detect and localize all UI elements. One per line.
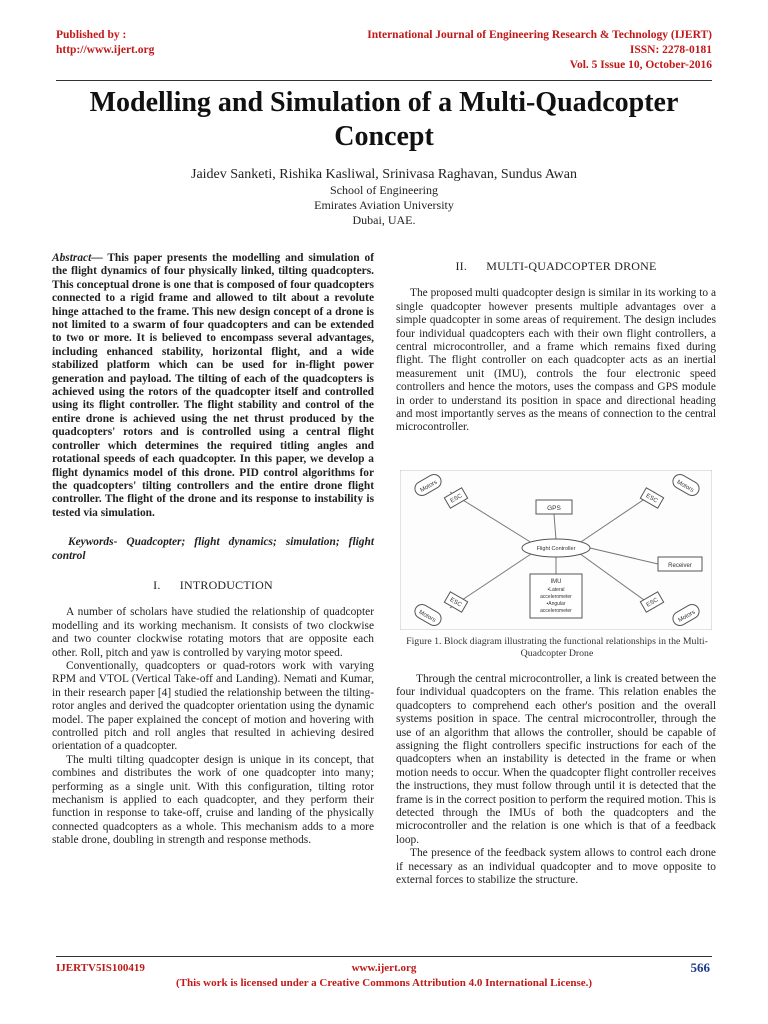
right-column xyxy=(396,260,716,435)
affiliation xyxy=(56,183,712,228)
esc-label: ESC xyxy=(645,597,660,609)
imu-line: accelerometer xyxy=(540,608,572,614)
flight-controller-node xyxy=(522,539,590,557)
abstract-dash: — xyxy=(91,252,108,264)
paragraph: Conventionally, quadcopters or quad-rotors work with varying RPM and VTOL (Vertical Take-off and Landing). Nemati and Kumar, in their research paper [4] studied the relationship between the tilting-rotor angles and derived the quadcopter orientation using the dynamic model. The paper explained the concept of motion and hovering with controlled pitch and roll angles that resulted in achieving desired orientation of a quadcopter. xyxy=(52,659,374,753)
journal-name: International Journal of Engineering Research & Technology (IJERT) xyxy=(367,29,712,41)
section-heading-multi-quadcopter: II. MULTI-QUADCOPTER DRONE xyxy=(455,259,657,273)
author-list: Jaidev Sanketi, Rishika Kasliwal, Srinivasa Raghavan, Sundus Awan xyxy=(191,167,577,182)
abstract-lead: Abstract xyxy=(52,252,92,264)
paper-id: IJERTV5IS100419 xyxy=(56,962,145,974)
publisher-block xyxy=(56,28,154,58)
journal-info-block xyxy=(367,28,712,73)
motors-label: Motors xyxy=(675,479,695,494)
volume-issue: Vol. 5 Issue 10, October-2016 xyxy=(569,59,712,71)
flight-controller-label: Flight Controller xyxy=(536,546,576,552)
left-column xyxy=(52,252,374,848)
footer-divider xyxy=(56,956,712,957)
gps-node xyxy=(536,500,572,514)
receiver-label: Receiver xyxy=(668,563,692,569)
imu-line: •Angular xyxy=(546,601,566,607)
publisher-website-link[interactable]: http://www.ijert.org xyxy=(56,44,155,56)
esc-label: ESC xyxy=(449,493,464,505)
motors-label: Motors xyxy=(417,609,437,624)
motors-label: Motors xyxy=(419,479,439,494)
imu-line: •Lateral xyxy=(547,587,565,593)
affiliation-line: Dubai, UAE. xyxy=(352,213,416,227)
affiliation-line: Emirates Aviation University xyxy=(314,198,454,212)
page-number: 566 xyxy=(690,960,710,975)
paragraph: A number of scholars have studied the relationship of quadcopter modelling and its working mechanism. It consists of two clockwise and two counter clockwise rotating motors that are opposite each other. Roll, pitch and yaw is controlled by varying motor speed. xyxy=(52,606,374,659)
header-divider xyxy=(56,80,712,81)
paragraph: The presence of the feedback system allows to control each drone if necessary as an individual quadcopter and to move opposite to external forces to stabilize the structure. xyxy=(396,847,716,887)
abstract-text: This paper presents the modelling and simulation of the flight dynamics of four physically linked, tilting quadcopters. This conceptual drone is one that is composed of four quadcopters connected to a rigid frame and allowed to tilt about a revolute hinge attached to the frame. This new design concept of a drone is not limited to a swarm of four quadcopters and can be extended to two or more. It is believed to encompass several advantages, including enhanced stability, horizontal flight, and a wide stabilized platform which can be used for in-flight power generation and payload. The tilting of each of the quadcopters is achieved using the rotors of the quadcopter itself and controlled using its flight controller. The flight stability and control of the entire drone is achieved using the net thrust produced by the quadcopters' rotors and is controlled using a central flight controller which determines the required titling angles and rotational speeds of each quadcopter. In this paper, we develop a flight dynamics model of this drone. PID control algorithms for the quadcopters' tilting controllers and the entire drone flight controller. The flight of the drone and its response to instability is tested via simulation. xyxy=(52,252,374,519)
abstract xyxy=(52,252,374,520)
license-notice: (This work is licensed under a Creative Commons Attribution 4.0 International License.) xyxy=(175,977,593,989)
paragraph: Through the central microcontroller, a link is created between the four individual quadcopters on the frame. This relation enables the quadcopters to comprehend each other's position and the overall systems position in space. The central microcontroller, through the use of an algorithm that allows the controller, should be capable of assigning the flight controllers specific instructions for each of the quadcopters when an instability is detected in the frame or when motion needs to occur. When the quadcopter flight controller receives the instructions, they must follow through until it is detected that the frame is in the correct position to perform the required motion. This is detected through the IMUs of both the quadcopters and the microcontroller and the relation is one which is that of a feedback loop. xyxy=(396,673,716,846)
imu-title: IMU xyxy=(550,579,562,585)
gps-label: GPS xyxy=(547,505,561,512)
imu-node xyxy=(530,574,582,618)
section-heading-introduction: I. INTRODUCTION xyxy=(153,577,273,592)
affiliation-line: School of Engineering xyxy=(330,183,438,197)
esc-label: ESC xyxy=(448,597,463,609)
paper-title: Modelling and Simulation of a Multi-Quadcopter Concept xyxy=(89,87,679,152)
issn: ISSN: 2278-0181 xyxy=(629,44,712,56)
right-column-continued xyxy=(396,673,716,888)
figure-caption: Figure 1. Block diagram illustrating the functional relationships in the Multi-Quadcopter Drone xyxy=(406,636,708,659)
paragraph: The proposed multi quadcopter design is similar in its working to a single quadcopter however presents multiple advantages over a simple quadcopter in some areas of requirement. The design includes four individual quadcopters each with their own flight controllers, a central microcontroller, and a frame which remains fixed during flight. The flight controller on each quadcopter acts as an inertial measurement unit (IMU), controls the four electronic speed controllers and hence the motors, uses the compass and GPS module in order to understand its position in space and directional heading and most importantly serves as the means of connection to the central microcontroller. xyxy=(396,287,716,434)
keywords: Keywords- Quadcopter; flight dynamics; simulation; flight control xyxy=(52,536,374,562)
esc-label: ESC xyxy=(644,493,659,505)
block-diagram-figure xyxy=(400,470,712,630)
receiver-node xyxy=(658,557,702,571)
imu-line: accelerometer xyxy=(540,594,572,600)
published-by-label: Published by : xyxy=(56,29,127,41)
motors-label: Motors xyxy=(677,609,697,624)
footer-website-link[interactable]: www.ijert.org xyxy=(351,962,417,974)
paragraph: The multi tilting quadcopter design is unique in its concept, that combines and distributes the work of one quadcopter into many; performing as a single unit. With this configuration, tilting rotor mechanism is applied to each quadcopter, and they perform their function in response to take-off, cruise and landing of the physically connected quadcopters as a whole. This mechanism adds to a more stable drone, doubling in strength and response methods. xyxy=(52,753,374,847)
